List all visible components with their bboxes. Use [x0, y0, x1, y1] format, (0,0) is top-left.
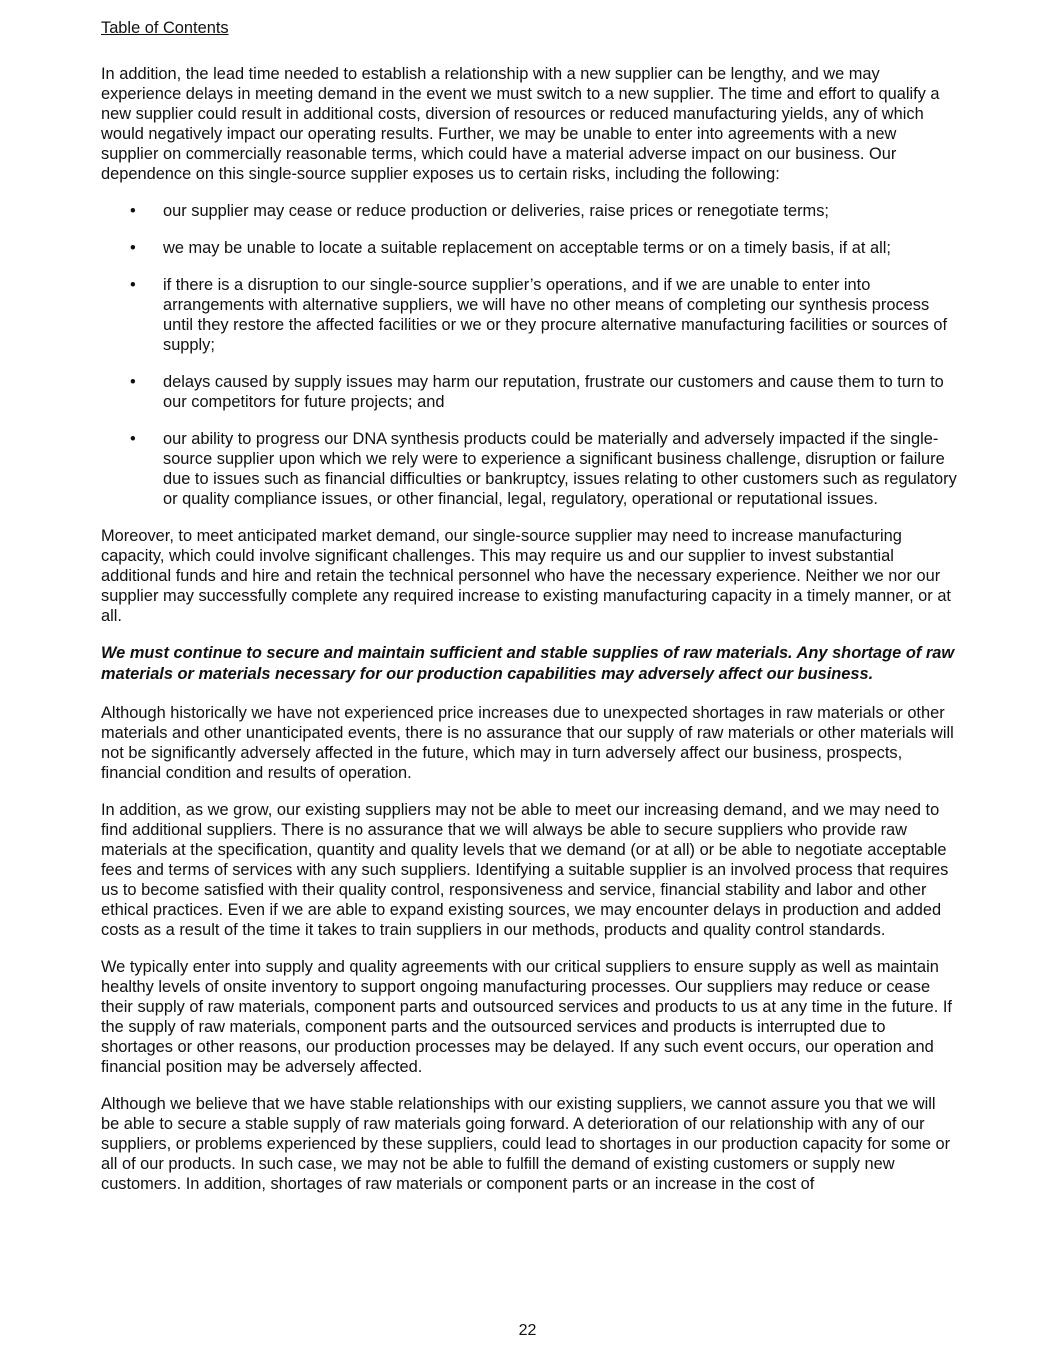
body-paragraph: Although we believe that we have stable relationships with our existing suppliers, we cannot assure you that we will be able to secure a stable supply of raw materials going forward. A deterioration of our relationship with any of our suppliers, or problems experienced by these suppliers, could lead to shortages in our production capacity for some or all of our products. In such case, we may not be able to fulfill the demand of existing customers or supply new customers. In addition, shortages of raw materials or component parts or an increase in the cost of — [101, 1095, 951, 1193]
bullet-icon: • — [130, 430, 136, 448]
bullet-icon: • — [130, 239, 136, 257]
risk-list — [101, 201, 957, 509]
list-item-text: our supplier may cease or reduce production or deliveries, raise prices or renegotiate terms; — [163, 202, 829, 220]
page-number: 22 — [518, 1322, 537, 1339]
list-item — [101, 372, 957, 412]
bullet-icon: • — [130, 373, 136, 391]
document-page — [101, 18, 957, 1211]
moreover-paragraph: Moreover, to meet anticipated market demand, our single-source supplier may need to increase manufacturing capacity, which could involve significant challenges. This may require us and our supplier to invest substantial additional funds and hire and retain the technical personnel who have the necessary experience. Neither we nor our supplier may successfully complete any required increase to existing manufacturing capacity in a timely manner, or at all. — [101, 527, 951, 625]
table-of-contents-link[interactable]: Table of Contents — [101, 19, 229, 37]
list-item-text: delays caused by supply issues may harm our reputation, frustrate our customers and cause them to turn to our competitors for future projects; and — [163, 373, 944, 411]
list-item-text: we may be unable to locate a suitable replacement on acceptable terms or on a timely basis, if at all; — [163, 239, 891, 257]
bullet-icon: • — [130, 276, 136, 294]
list-item-text: if there is a disruption to our single-source supplier’s operations, and if we are unable to enter into arrangements with alternative suppliers, we will have no other means of completing our synthesis process until they restore the affected facilities or we or they procure alternative manufacturing facilities or sources of supply; — [163, 276, 948, 354]
body-paragraph: In addition, as we grow, our existing suppliers may not be able to meet our increasing demand, and we may need to find additional suppliers. There is no assurance that we will always be able to secure suppliers who provide raw materials at the specification, quantity and quality levels that we demand (or at all) or be able to negotiate acceptable fees and terms of services with any such suppliers. Identifying a suitable supplier is an involved process that requires us to become satisfied with their quality control, responsiveness and service, financial stability and labor and other ethical practices. Even if we are able to expand existing sources, we may encounter delays in production and added costs as a result of the time it takes to train suppliers in our methods, products and quality control standards. — [101, 801, 949, 939]
intro-paragraph: In addition, the lead time needed to establish a relationship with a new supplier can be lengthy, and we may experience delays in meeting demand in the event we must switch to a new supplier. The time and effort to qualify a new supplier could result in additional costs, diversion of resources or reduced manufacturing yields, any of which would negatively impact our operating results. Further, we may be unable to enter into agreements with a new supplier on commercially reasonable terms, which could have a material adverse impact on our business. Our dependence on this single-source supplier exposes us to certain risks, including the following: — [101, 65, 940, 183]
list-item — [101, 238, 957, 258]
body-paragraph: We typically enter into supply and quality agreements with our critical suppliers to ensure supply as well as maintain healthy levels of onsite inventory to support ongoing manufacturing processes. Our suppliers may reduce or cease their supply of raw materials, component parts and outsourced services and products to us at any time in the future. If the supply of raw materials, component parts and the outsourced services and products is interrupted due to shortages or other reasons, our production processes may be delayed. If any such event occurs, our operation and financial position may be adversely affected. — [101, 958, 952, 1076]
risk-factor-heading: We must continue to secure and maintain sufficient and stable supplies of raw materials. Any shortage of raw materials or materials necessary for our production capabilities may adversely affect our business. — [101, 644, 955, 683]
body-paragraph: Although historically we have not experienced price increases due to unexpected shortages in raw materials or other materials and other unanticipated events, there is no assurance that our supply of raw materials or other materials will not be significantly adversely affected in the future, which may in turn adversely affect our business, prospects, financial condition and results of operation. — [101, 704, 954, 782]
list-item-text: our ability to progress our DNA synthesis products could be materially and adversely impacted if the single-source supplier upon which we rely were to experience a significant business challenge, disruption or failure due to issues such as financial difficulties or bankruptcy, issues relating to other customers such as regulatory or quality compliance issues, or other financial, legal, regulatory, operational or reputational issues. — [163, 430, 957, 508]
list-item — [101, 275, 957, 355]
list-item — [101, 429, 957, 509]
list-item — [101, 201, 957, 221]
bullet-icon: • — [130, 202, 136, 220]
